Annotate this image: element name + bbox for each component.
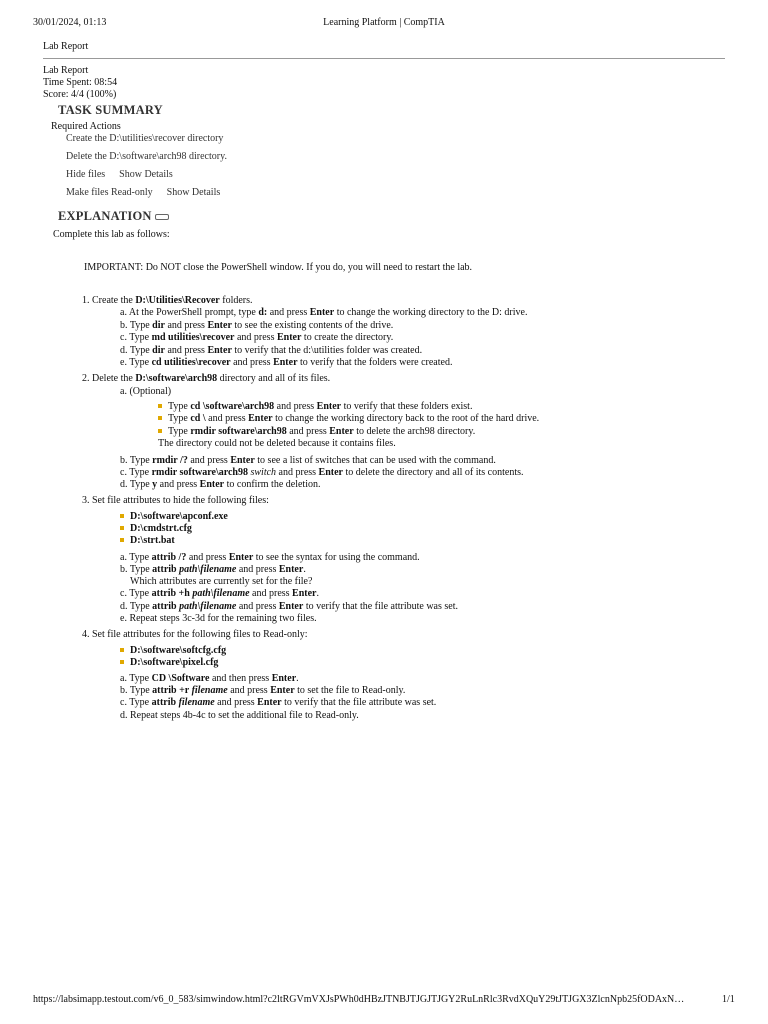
action-text: Hide files (66, 169, 106, 180)
step-4: 4. Set file attributes for the following files to Read-only: (82, 629, 308, 640)
file-item: D:\software\apconf.exe (120, 511, 228, 523)
bullet-icon (120, 514, 124, 518)
step-2: 2. Delete the D:\software\arch98 directory and all of its files. (82, 373, 331, 384)
step-2a-item: Type cd \software\arch98 and press Enter to verify that these folders exist. (158, 401, 472, 413)
step-4c: c. Type attrib filename and press Enter to verify that the file attribute was set. (120, 697, 437, 708)
action-text: Create the D:\utilities\recover directory (66, 133, 224, 144)
step-4d: d. Repeat steps 4b-4c to set the additional file to Read-only. (120, 710, 359, 721)
explanation-toggle-button[interactable] (155, 214, 169, 220)
step-3b: b. Type attrib path\filename and press Enter. (120, 564, 306, 575)
step-2a-note: The directory could not be deleted because it contains files. (158, 438, 396, 449)
bullet-icon (158, 404, 162, 408)
step-4a: a. Type CD \Software and then press Enter. (120, 673, 299, 684)
step-3a: a. Type attrib /? and press Enter to see the syntax for using the command. (120, 552, 420, 563)
show-details-link[interactable]: Show Details (166, 187, 221, 198)
bullet-icon (120, 538, 124, 542)
step-1a: a. At the PowerShell prompt, type d: and press Enter to change the working directory to the D: drive. (120, 307, 528, 318)
step-2a-item: Type cd \ and press Enter to change the working directory back to the root of the hard drive. (158, 413, 539, 425)
step-4b: b. Type attrib +r filename and press Enter to set the file to Read-only. (120, 685, 406, 696)
step-1e: e. Type cd utilities\recover and press Enter to verify that the folders were created. (120, 357, 453, 368)
step-3d: d. Type attrib path\filename and press Enter to verify that the file attribute was set. (120, 601, 458, 612)
file-item: D:\strt.bat (120, 535, 175, 547)
step-3: 3. Set file attributes to hide the following files: (82, 495, 269, 506)
explanation-title-text: EXPLANATION (58, 209, 152, 223)
step-2c: c. Type rmdir software\arch98 switch and press Enter to delete the directory and all of its contents. (120, 467, 524, 478)
file-item: D:\software\softcfg.cfg (120, 645, 226, 657)
bullet-icon (158, 429, 162, 433)
print-datetime: 30/01/2024, 01:13 (33, 17, 107, 28)
bullet-icon (120, 660, 124, 664)
bullet-icon (120, 648, 124, 652)
step-2a: a. (Optional) (120, 386, 172, 397)
step-2d: d. Type y and press Enter to confirm the deletion. (120, 479, 321, 490)
print-page-number: 1/1 (722, 994, 735, 1005)
explanation-intro: Complete this lab as follows: (53, 229, 170, 240)
report-summary (43, 65, 117, 101)
step-1d: d. Type dir and press Enter to verify that the d:\utilities folder was created. (120, 345, 423, 356)
task-summary-title: TASK SUMMARY (58, 103, 163, 117)
step-1: 1. Create the D:\Utilities\Recover folders. (82, 295, 253, 306)
report-heading: Lab Report (43, 65, 89, 76)
step-3e: e. Repeat steps 3c-3d for the remaining two files. (120, 613, 317, 624)
bullet-icon (158, 416, 162, 420)
breadcrumb: Lab Report (43, 41, 89, 52)
required-action (66, 187, 220, 199)
bullet-icon (120, 526, 124, 530)
required-action (66, 151, 227, 163)
score: Score: 4/4 (100%) (43, 89, 117, 100)
file-item: D:\software\pixel.cfg (120, 657, 218, 669)
action-text: Make files Read-only (66, 187, 153, 198)
required-action (66, 133, 223, 145)
action-text: Delete the D:\software\arch98 directory. (66, 151, 227, 162)
step-2b: b. Type rmdir /? and press Enter to see a list of switches that can be used with the command. (120, 455, 496, 466)
important-note: IMPORTANT: Do NOT close the PowerShell window. If you do, you will need to restart the lab. (84, 262, 473, 273)
explanation-title (58, 210, 169, 222)
step-1c: c. Type md utilities\recover and press Enter to create the directory. (120, 332, 394, 343)
print-footer-url: https://labsimapp.testout.com/v6_0_583/simwindow.html?c2ltRGVmVXJsPWh0dHBzJTNBJTJGJTJGY2RuLnRlc3RvdXQuY29tJTJGX3ZlcnNpb25fODAxN… (33, 994, 685, 1005)
print-page-title: Learning Platform | CompTIA (323, 17, 445, 28)
file-item: D:\cmdstrt.cfg (120, 523, 192, 535)
step-3c: c. Type attrib +h path\filename and press Enter. (120, 588, 319, 599)
required-actions-label: Required Actions (51, 121, 121, 132)
show-details-link[interactable]: Show Details (119, 169, 173, 180)
time-spent: Time Spent: 08:54 (43, 77, 118, 88)
required-action (66, 169, 173, 181)
header-divider (43, 58, 725, 59)
step-1b: b. Type dir and press Enter to see the existing contents of the drive. (120, 320, 394, 331)
step-3b-note: Which attributes are currently set for the file? (130, 576, 313, 587)
step-2a-item: Type rmdir software\arch98 and press Enter to delete the arch98 directory. (158, 426, 475, 438)
